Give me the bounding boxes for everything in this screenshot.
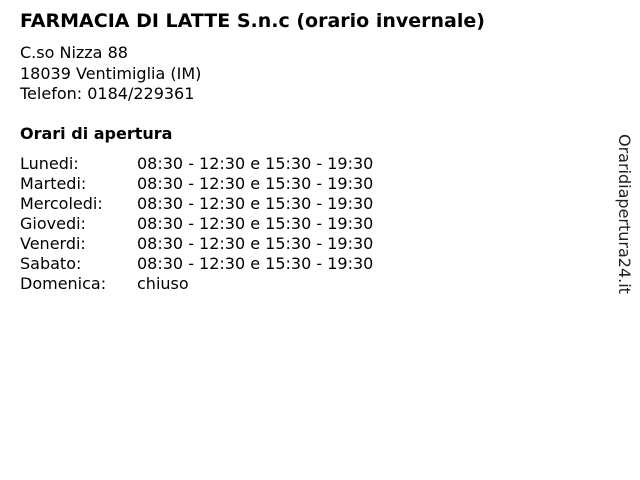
hours-row-tuesday bbox=[20, 174, 373, 194]
address-block bbox=[20, 43, 201, 105]
time-value: 08:30 - 12:30 e 15:30 - 19:30 bbox=[137, 154, 374, 173]
time-value: 08:30 - 12:30 e 15:30 - 19:30 bbox=[137, 214, 374, 233]
hours-row-saturday bbox=[20, 254, 373, 274]
day-label: Lunedi: bbox=[20, 154, 79, 173]
time-value: chiuso bbox=[137, 274, 189, 293]
day-label: Sabato: bbox=[20, 254, 82, 273]
site-watermark: Oraridiapertura24.it bbox=[615, 134, 634, 294]
phone-number: Telefon: 0184/229361 bbox=[20, 84, 195, 103]
hours-row-sunday bbox=[20, 274, 373, 294]
hours-row-friday bbox=[20, 234, 373, 254]
day-label: Martedi: bbox=[20, 174, 87, 193]
opening-hours-table bbox=[20, 154, 373, 294]
time-value: 08:30 - 12:30 e 15:30 - 19:30 bbox=[137, 254, 374, 273]
day-label: Mercoledi: bbox=[20, 194, 103, 213]
hours-row-monday bbox=[20, 154, 373, 174]
hours-row-wednesday bbox=[20, 194, 373, 214]
city-address: 18039 Ventimiglia (IM) bbox=[20, 63, 202, 83]
time-value: 08:30 - 12:30 e 15:30 - 19:30 bbox=[137, 234, 374, 253]
day-label: Giovedi: bbox=[20, 214, 86, 233]
time-value: 08:30 - 12:30 e 15:30 - 19:30 bbox=[137, 194, 374, 213]
hours-row-thursday bbox=[20, 214, 373, 234]
street-address: C.so Nizza 88 bbox=[20, 43, 128, 62]
day-label: Domenica: bbox=[20, 274, 107, 293]
time-value: 08:30 - 12:30 e 15:30 - 19:30 bbox=[137, 174, 374, 193]
page-title: FARMACIA DI LATTE S.n.c (orario invernale) bbox=[20, 10, 485, 32]
day-label: Venerdi: bbox=[20, 234, 86, 253]
opening-hours-heading: Orari di apertura bbox=[20, 124, 173, 143]
